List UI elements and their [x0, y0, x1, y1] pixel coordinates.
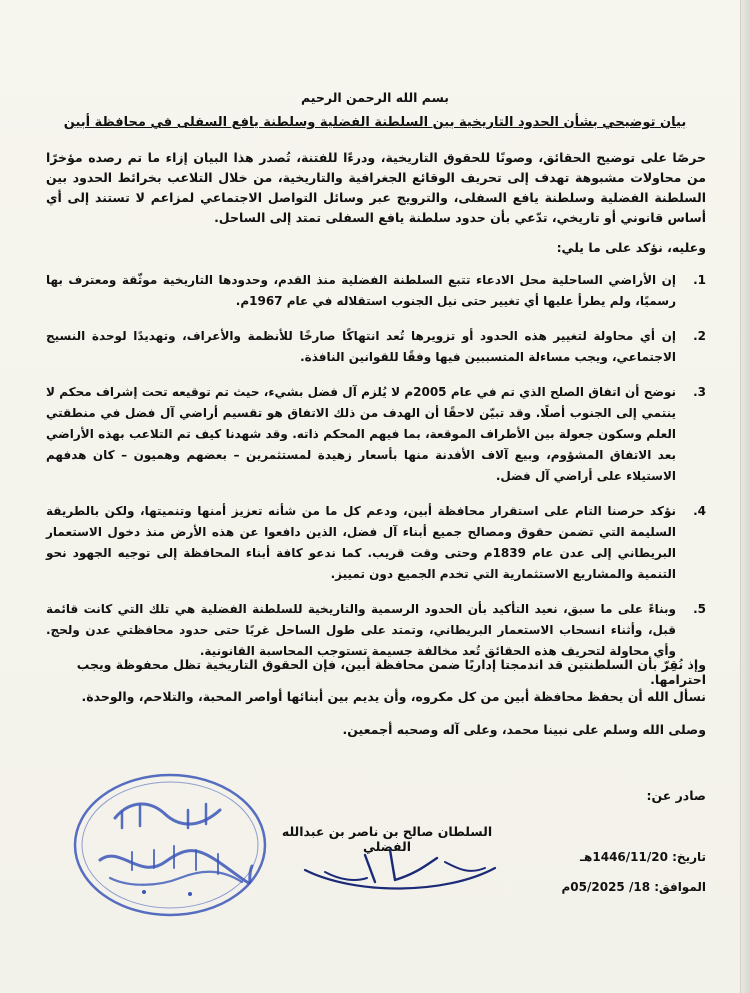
list-item	[46, 270, 706, 312]
closing-paragraph-3: وصلى الله وسلم على نبينا محمد، وعلى آله وصحبه أجمعين.	[342, 722, 706, 737]
date-gregorian: الموافق: 18/ 05/2025م	[561, 880, 706, 894]
issued-by-label: صادر عن:	[646, 788, 706, 803]
closing-paragraph-2: نسأل الله أن يحفظ محافظة أبين من كل مكروه، وأن يديم بين أبنائها أواصر المحبة، والتلاحم، والوحدة.	[81, 689, 706, 704]
closing-paragraph-1: وإذ نُقِرّ بأن السلطنتين قد اندمجتا إداريًا ضمن محافظة أبين، فإن الحقوق التاريخية تظل محفوظة ويجب احترامها.	[76, 657, 706, 687]
signature	[295, 840, 505, 900]
basmala: بسم الله الرحمن الرحيم	[301, 90, 449, 105]
sultan-name: السلطان صالح بن ناصر بن عبدالله الفضلي	[281, 824, 493, 854]
point-text: نؤكد حرصنا التام على استقرار محافظة أبين، ودعم كل ما من شأنه تعزيز أمنها وتنميتها، ولكن بالطريقة السليمة التي تضمن حقوق ومصالح جميع أبناء آل فضل، الذين دافعوا عن هذه الأرض منذ دخول الاستعمار البريطاني إلى عدن عام 1839م وحتى وقت قريب. كما ندعو كافة أبناء المحافظة إلى توجيه الجهود نحو التنمية والمشاريع الاستثمارية التي تخدم الجميع دون تمييز.	[46, 504, 677, 581]
seal-stamp	[70, 770, 270, 920]
intro-paragraph: حرصًا على توضيح الحقائق، وصونًا للحقوق التاريخية، ودرءًا للفتنة، تُصدر هذا البيان إزاء ما تم رصده مؤخرًا من محاولات مشبوهة تهدف إلى تحريف الوقائع الجغرافية والتاريخية، من خلال التلاعب بخرائط الحدود بين السلطنة الفضلية وسلطنة يافع السفلى، والترويج عبر وسائل التواصل الاجتماعي لمزاعم لا تستند إلى أي أساس قانوني أو تاريخي، تدّعي بأن حدود سلطنة يافع السفلى تمتد إلى الساحل.	[46, 150, 706, 225]
page-edge	[740, 0, 750, 993]
point-text: وبناءً على ما سبق، نعيد التأكيد بأن الحدود الرسمية والتاريخية للسلطنة الفضلية هي تلك التي كانت قائمة قبل، وأثناء انسحاب الاستعمار البريطاني، وتمتد على طول الساحل غربًا حتى حدود محافظتي عدن ولحج. وأي محاولة لتحريف هذه الحقائق تُعد مخالفة جسيمة تستوجب المحاسبة القانونية.	[46, 602, 676, 658]
point-number: 2.	[693, 329, 706, 343]
point-number: 4.	[693, 504, 706, 518]
lead-line: وعليه، نؤكد على ما يلي:	[556, 240, 706, 255]
point-text: إن الأراضي الساحلية محل الادعاء تتبع السلطنة الفضلية منذ القدم، وحدودها التاريخية موثّقة ومعترف بها رسميًا، ولم يطرأ عليها أي تغيير حتى نيل الجنوب استقلاله في عام 1967م.	[46, 273, 676, 308]
point-number: 1.	[693, 273, 706, 287]
page-title: بيان توضيحي بشأن الحدود التاريخية بين السلطنة الفضلية وسلطنة يافع السفلى في محافظة أبين	[63, 115, 687, 130]
point-text: نوضح أن اتفاق الصلح الذي تم في عام 2005م لا يُلزم آل فضل بشيء، حيث تم توقيعه تحت إشراف محكم لا ينتمي إلى الجنوب أصلًا. وقد تبيّن لاحقًا أن الهدف من ذلك الاتفاق هو تقسيم أراضي آل فضل في منطقتي العلم وسكون جعولة بين الأطراف الموقعة، بما فيهم المحكم ذاته. وقد شهدنا كيف تم التلاعب بهذه الأراضي بعد الاتفاق المشؤوم، وبيع آلاف الأفدنة منها بأسعار زهيدة لمستثمرين – بعضهم وهميون – كان هدفهم الاستيلاء على أراضي آل فضل.	[46, 385, 676, 483]
list-item	[46, 326, 706, 368]
list-item	[46, 599, 706, 662]
point-number: 3.	[693, 385, 706, 399]
date-hijri: تاريخ: 1446/11/20هـ	[579, 850, 706, 864]
point-number: 5.	[693, 602, 706, 616]
list-item	[46, 501, 706, 585]
point-text: إن أي محاولة لتغيير هذه الحدود أو تزويرها تُعد انتهاكًا صارخًا للأنظمة والأعراف، وتهديدًا لوحدة النسيج الاجتماعي، ويجب مساءلة المتسببين فيها وفقًا للقوانين النافذة.	[46, 329, 676, 364]
list-item	[46, 382, 706, 487]
points-list	[46, 270, 706, 662]
